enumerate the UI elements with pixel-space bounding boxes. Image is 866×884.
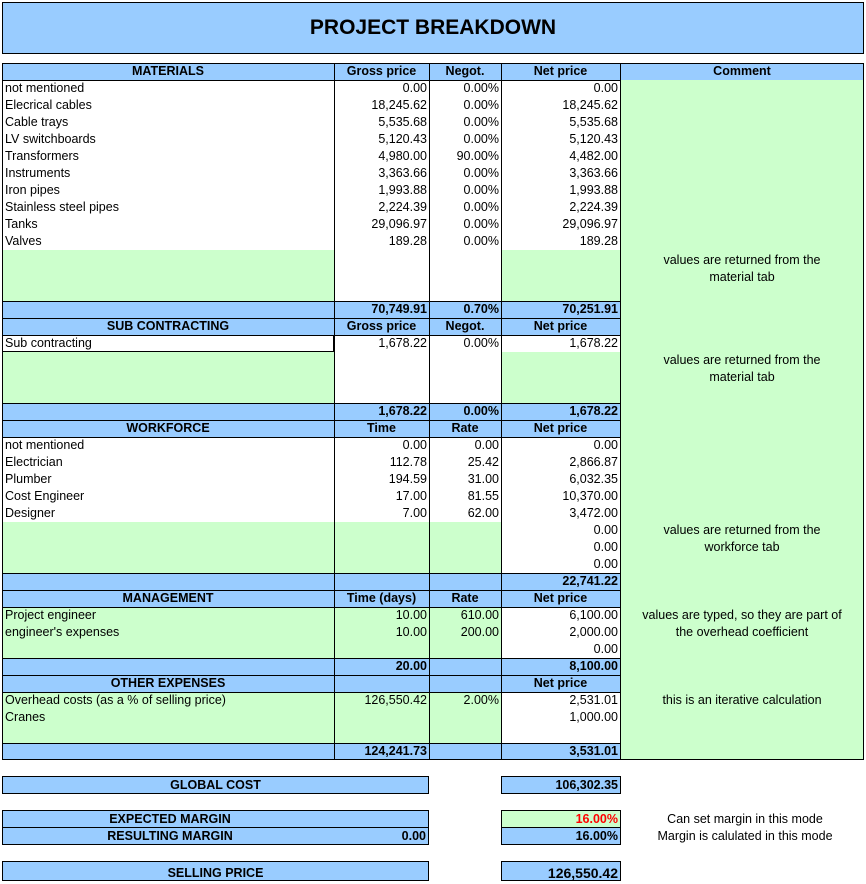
expected-margin-input[interactable] <box>501 810 621 828</box>
workforce-header-col-2: Rate <box>451 421 479 435</box>
other-header-bg-2 <box>429 675 501 692</box>
management-row-0-col-1[interactable]: 10.00 <box>395 608 427 622</box>
materials-row-3-col-0[interactable]: LV switchboards <box>5 132 96 146</box>
workforce-row-1-col-1[interactable]: 112.78 <box>389 455 427 469</box>
materials-row-7-col-1[interactable]: 2,224.39 <box>378 200 427 214</box>
materials-spacer-net <box>501 250 620 301</box>
global-cost-label: GLOBAL COST <box>2 776 429 794</box>
other-row-1-col-0: Cranes <box>5 710 46 724</box>
management-row-2-col-3[interactable]: 0.00 <box>593 642 618 656</box>
materials-row-8-col-3[interactable]: 29,096.97 <box>562 217 618 231</box>
workforce-total-bg-1 <box>334 573 429 590</box>
breakdown-grid <box>2 63 864 760</box>
other-header-bg-1 <box>334 675 429 692</box>
management-header-col-0: MANAGEMENT <box>122 591 214 605</box>
sub-row-0-col-2[interactable]: 0.00% <box>463 336 499 350</box>
grid-line <box>2 692 620 693</box>
other-header-col-0: OTHER EXPENSES <box>110 676 226 690</box>
workforce-row-7-col-1[interactable] <box>334 556 429 573</box>
resulting-margin-label: RESULTING MARGIN <box>107 829 233 843</box>
grid-vline <box>429 63 430 760</box>
materials-row-3-col-1[interactable]: 5,120.43 <box>378 132 427 146</box>
comment-header: Comment <box>713 64 771 78</box>
workforce-row-0-col-3[interactable]: 0.00 <box>593 438 618 452</box>
workforce-row-3-col-1[interactable]: 17.00 <box>395 489 427 503</box>
other-row-0-col-1[interactable]: 126,550.42 <box>364 693 427 707</box>
other-row-0-col-3[interactable]: 2,531.01 <box>569 693 618 707</box>
materials-row-8-col-0[interactable]: Tanks <box>5 217 38 231</box>
materials-row-5-col-0[interactable]: Instruments <box>5 166 71 180</box>
materials-row-2-col-0[interactable]: Cable trays <box>5 115 69 129</box>
materials-row-9-col-0[interactable]: Valves <box>5 234 42 248</box>
materials-row-9-col-1[interactable]: 189.28 <box>388 234 427 248</box>
sub-header-col-0: SUB CONTRACTING <box>106 319 230 333</box>
materials-row-6-col-3[interactable]: 1,993.88 <box>569 183 618 197</box>
materials-total-bg-0 <box>2 301 334 318</box>
grid-line <box>2 743 620 744</box>
materials-row-0-col-1[interactable]: 0.00 <box>402 81 427 95</box>
sub-comment-2: material tab <box>709 370 775 384</box>
resulting-margin-mid: 0.00 <box>401 829 426 843</box>
sub-comment-1: values are returned from the <box>663 353 821 367</box>
grid-vline <box>863 63 864 760</box>
other-row-0-col-2[interactable]: 2.00% <box>463 693 499 707</box>
workforce-row-7-col-0[interactable] <box>2 556 334 573</box>
sub-header-col-3: Net price <box>533 319 588 333</box>
other-row-1-col-2[interactable] <box>429 709 501 726</box>
management-header-col-3: Net price <box>533 591 588 605</box>
materials-header-col-0: MATERIALS <box>132 64 204 78</box>
grid-line <box>2 437 620 438</box>
sub-spacer-label <box>2 352 334 403</box>
materials-row-2-col-3[interactable]: 5,535.68 <box>569 115 618 129</box>
title-bar <box>2 2 864 54</box>
workforce-row-6-col-0[interactable] <box>2 539 334 556</box>
materials-row-8-col-1[interactable]: 29,096.97 <box>371 217 427 231</box>
management-comment-1: values are typed, so they are part of <box>642 608 842 622</box>
materials-row-9-col-3[interactable]: 189.28 <box>579 234 618 248</box>
workforce-row-5-col-2[interactable] <box>429 522 501 539</box>
management-row-1-col-0: engineer's expenses <box>5 625 120 639</box>
workforce-row-5-col-1[interactable] <box>334 522 429 539</box>
materials-row-0-col-2[interactable]: 0.00% <box>463 81 499 95</box>
grid-line <box>2 301 620 302</box>
summary-section <box>0 770 866 880</box>
grid-line <box>2 675 620 676</box>
other-header-col-3: Net price <box>533 676 588 690</box>
workforce-row-1-col-0[interactable]: Electrician <box>5 455 63 469</box>
materials-row-6-col-2[interactable]: 0.00% <box>463 183 499 197</box>
selling-price-value: 126,550.42 <box>547 865 618 881</box>
materials-header-col-2: Negot. <box>445 64 485 78</box>
management-total-col-3: 8,100.00 <box>569 659 618 673</box>
materials-row-6-col-1[interactable]: 1,993.88 <box>378 183 427 197</box>
workforce-row-0-col-2[interactable]: 0.00 <box>474 438 499 452</box>
grid-vline <box>2 63 3 760</box>
workforce-row-1-col-2[interactable]: 25.42 <box>467 455 499 469</box>
comment-column <box>620 63 864 760</box>
selling-price-cell[interactable] <box>501 861 621 881</box>
materials-row-4-col-2[interactable]: 90.00% <box>456 149 499 163</box>
management-total-col-1: 20.00 <box>395 659 427 673</box>
workforce-total-col-3: 22,741.22 <box>562 574 618 588</box>
materials-row-1-col-3[interactable]: 18,245.62 <box>562 98 618 112</box>
workforce-comment-2: workforce tab <box>704 540 780 554</box>
workforce-row-5-col-3[interactable]: 0.00 <box>593 523 618 537</box>
workforce-row-5-col-0[interactable] <box>2 522 334 539</box>
expected-margin-label: EXPECTED MARGIN <box>109 812 231 826</box>
workforce-row-4-col-2[interactable]: 62.00 <box>467 506 499 520</box>
global-cost-value[interactable]: 106,302.35 <box>501 776 621 794</box>
grid-line <box>2 318 620 319</box>
materials-header-col-1: Gross price <box>346 64 417 78</box>
management-row-1-col-3[interactable]: 2,000.00 <box>569 625 618 639</box>
materials-total-col-2: 0.70% <box>463 302 499 316</box>
other-row-0-col-0: Overhead costs (as a % of selling price) <box>5 693 226 707</box>
materials-row-6-col-0[interactable]: Iron pipes <box>5 183 60 197</box>
workforce-row-0-col-1[interactable]: 0.00 <box>402 438 427 452</box>
materials-header-col-3: Net price <box>533 64 588 78</box>
other-total-bg-2 <box>429 743 501 760</box>
materials-row-7-col-0[interactable]: Stainless steel pipes <box>5 200 119 214</box>
workforce-row-6-col-3[interactable]: 0.00 <box>593 540 618 554</box>
materials-row-5-col-1[interactable]: 3,363.66 <box>378 166 427 180</box>
workforce-row-4-col-3[interactable]: 3,472.00 <box>569 506 618 520</box>
resulting-margin-cell <box>501 827 621 845</box>
workforce-total-bg-2 <box>429 573 501 590</box>
workforce-header-col-0: WORKFORCE <box>126 421 210 435</box>
other-row-1-col-3[interactable]: 1,000.00 <box>569 710 618 724</box>
sub-contracting-input[interactable] <box>2 335 334 352</box>
materials-row-1-col-2[interactable]: 0.00% <box>463 98 499 112</box>
workforce-row-0-col-0[interactable]: not mentioned <box>5 438 85 452</box>
materials-comment-1: values are returned from the <box>663 253 821 267</box>
materials-row-3-col-3[interactable]: 5,120.43 <box>569 132 618 146</box>
sub-row-0-col-1[interactable]: 1,678.22 <box>378 336 427 350</box>
materials-row-1-col-1[interactable]: 18,245.62 <box>371 98 427 112</box>
selling-price-label: SELLING PRICE <box>2 861 429 881</box>
workforce-row-7-col-2[interactable] <box>429 556 501 573</box>
grid-line <box>2 403 620 404</box>
sub-total-col-3: 1,678.22 <box>569 404 618 418</box>
management-comment-2: the overhead coefficient <box>675 625 809 639</box>
materials-total-col-1: 70,749.91 <box>371 302 427 316</box>
management-row-0-col-2[interactable]: 610.00 <box>460 608 499 622</box>
other-total-col-1: 124,241.73 <box>364 744 427 758</box>
management-header-col-2: Rate <box>451 591 479 605</box>
management-row-2-col-2[interactable] <box>429 641 501 658</box>
management-row-1-col-2[interactable]: 200.00 <box>460 625 499 639</box>
management-row-1-col-1[interactable]: 10.00 <box>395 625 427 639</box>
workforce-row-2-col-1[interactable]: 194.59 <box>388 472 427 486</box>
sub-spacer-net <box>501 352 620 403</box>
sub-total-col-1: 1,678.22 <box>378 404 427 418</box>
materials-row-1-col-0[interactable]: Elecrical cables <box>5 98 92 112</box>
sub-total-bg-0 <box>2 403 334 420</box>
materials-row-3-col-2[interactable]: 0.00% <box>463 132 499 146</box>
materials-row-7-col-2[interactable]: 0.00% <box>463 200 499 214</box>
materials-spacer-label <box>2 250 334 301</box>
materials-row-0-col-3[interactable]: 0.00 <box>593 81 618 95</box>
workforce-header-col-1: Time <box>367 421 396 435</box>
resulting-margin-note: Margin is calulated in this mode <box>657 829 833 843</box>
materials-comment-2: material tab <box>709 270 775 284</box>
materials-row-9-col-2[interactable]: 0.00% <box>463 234 499 248</box>
materials-row-4-col-3[interactable]: 4,482.00 <box>569 149 618 163</box>
workforce-row-2-col-2[interactable]: 31.00 <box>467 472 499 486</box>
workforce-row-4-col-1[interactable]: 7.00 <box>402 506 427 520</box>
grid-line <box>2 658 620 659</box>
grid-line <box>2 80 620 81</box>
materials-row-0-col-0[interactable]: not mentioned <box>5 81 85 95</box>
materials-row-5-col-3[interactable]: 3,363.66 <box>569 166 618 180</box>
management-header-col-1: Time (days) <box>346 591 417 605</box>
other-comment-1: this is an iterative calculation <box>662 693 822 707</box>
sub-total-col-2: 0.00% <box>463 404 499 418</box>
grid-line <box>2 335 620 336</box>
workforce-total-bg-0 <box>2 573 334 590</box>
management-row-0-col-0: Project engineer <box>5 608 97 622</box>
resulting-margin-value: 16.00% <box>575 829 618 843</box>
grid-vline <box>501 63 502 760</box>
sub-row-0-col-0[interactable]: Sub contracting <box>5 336 92 350</box>
materials-row-4-col-0[interactable]: Transformers <box>5 149 79 163</box>
workforce-row-2-col-0[interactable]: Plumber <box>5 472 52 486</box>
sub-row-0-col-3[interactable]: 1,678.22 <box>569 336 618 350</box>
materials-row-8-col-2[interactable]: 0.00% <box>463 217 499 231</box>
workforce-row-3-col-3[interactable]: 10,370.00 <box>562 489 618 503</box>
grid-line <box>620 759 864 760</box>
other-total-bg-0 <box>2 743 334 760</box>
materials-total-col-3: 70,251.91 <box>562 302 618 316</box>
management-total-bg-0 <box>2 658 334 675</box>
grid-line <box>2 759 620 760</box>
other-row-1-col-1[interactable] <box>334 709 429 726</box>
workforce-row-6-col-2[interactable] <box>429 539 501 556</box>
management-total-bg-2 <box>429 658 501 675</box>
materials-row-4-col-1[interactable]: 4,980.00 <box>378 149 427 163</box>
page-title: PROJECT BREAKDOWN <box>309 16 557 39</box>
grid-line <box>2 63 864 64</box>
grid-line <box>2 573 620 574</box>
sub-header-col-2: Negot. <box>445 319 485 333</box>
workforce-row-3-col-0[interactable]: Cost Engineer <box>5 489 85 503</box>
workforce-row-6-col-1[interactable] <box>334 539 429 556</box>
expected-margin-note: Can set margin in this mode <box>667 812 823 826</box>
materials-row-2-col-1[interactable]: 5,535.68 <box>378 115 427 129</box>
grid-vline <box>334 63 335 760</box>
grid-vline <box>620 63 621 760</box>
management-row-2-col-0 <box>2 641 334 658</box>
workforce-row-1-col-3[interactable]: 2,866.87 <box>569 455 618 469</box>
grid-line <box>2 607 620 608</box>
other-total-col-3: 3,531.01 <box>569 744 618 758</box>
materials-row-2-col-2[interactable]: 0.00% <box>463 115 499 129</box>
workforce-row-7-col-3[interactable]: 0.00 <box>593 557 618 571</box>
materials-row-7-col-3[interactable]: 2,224.39 <box>569 200 618 214</box>
workforce-comment-1: values are returned from the <box>663 523 821 537</box>
grid-line <box>2 590 620 591</box>
grid-line <box>2 420 620 421</box>
management-row-0-col-3[interactable]: 6,100.00 <box>569 608 618 622</box>
sub-header-col-1: Gross price <box>346 319 417 333</box>
management-row-2-col-1[interactable] <box>334 641 429 658</box>
materials-row-5-col-2[interactable]: 0.00% <box>463 166 499 180</box>
workforce-header-col-3: Net price <box>533 421 588 435</box>
workforce-row-3-col-2[interactable]: 81.55 <box>467 489 499 503</box>
workforce-row-4-col-0[interactable]: Designer <box>5 506 56 520</box>
workforce-row-2-col-3[interactable]: 6,032.35 <box>569 472 618 486</box>
expected-margin-value: 16.00% <box>575 812 618 826</box>
